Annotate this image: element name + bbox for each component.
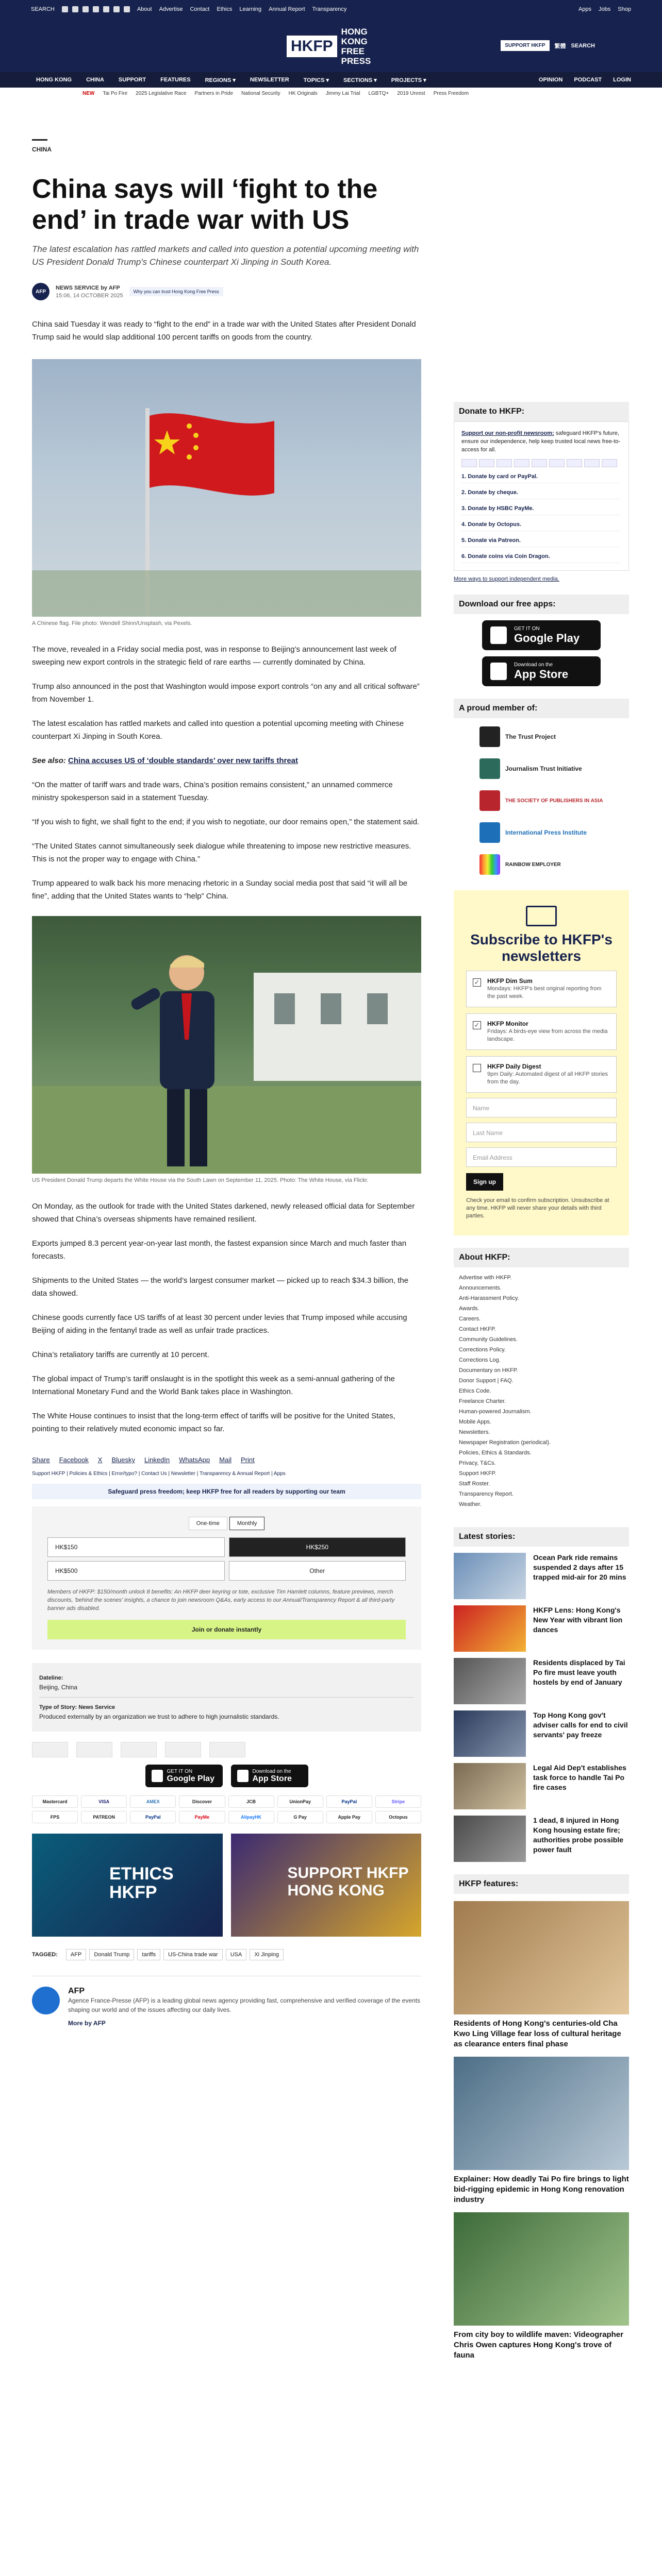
trust-project-icon xyxy=(479,726,500,747)
language-switch[interactable]: 繁體 xyxy=(554,43,566,49)
sidebar-heading: Download our free apps: xyxy=(454,595,629,614)
story-type-label: Type of Story: News Service xyxy=(39,1704,115,1710)
story-thumbnail[interactable] xyxy=(454,1710,526,1757)
donation-widget xyxy=(32,1506,421,1650)
about-link[interactable]: Policies, Ethics & Standards. xyxy=(459,1450,532,1456)
as-label: App Store xyxy=(514,667,569,681)
email-field[interactable]: Email Address xyxy=(466,1147,617,1167)
author-box xyxy=(32,1976,421,2028)
paragraph: Trump also announced in the post that Washington would impose export controls “on any and all critical software” from November 1. xyxy=(32,682,420,704)
byline xyxy=(32,283,421,300)
x-icon[interactable] xyxy=(72,6,78,12)
amount-option[interactable]: HK$150 xyxy=(47,1537,225,1557)
facebook-icon[interactable] xyxy=(62,6,68,12)
paragraph: The move, revealed in a Friday social media post, was in response to Beijing’s announcement last week of sweeping new export controls in the strategic field of rare earths — currently dominated by China. xyxy=(32,645,396,667)
author-avatar[interactable]: AFP xyxy=(32,283,49,300)
about-link[interactable]: Corrections Log. xyxy=(459,1357,501,1363)
about-link[interactable]: Documentary on HKFP. xyxy=(459,1367,518,1374)
article xyxy=(32,139,421,2028)
payment-icon: UnionPay xyxy=(277,1795,323,1808)
gp-label: Google Play xyxy=(167,1774,214,1783)
paragraph: “The United States cannot simultaneously seek dialogue while threatening to impose new restrictive measures. This is not the proper way to engage with China.” xyxy=(32,842,411,863)
trump-photo xyxy=(32,916,421,1174)
trending-nav xyxy=(0,88,662,99)
nl-name: HKFP Daily Digest xyxy=(487,1063,541,1070)
press-freedom-banner[interactable]: Safeguard press freedom; keep HKFP free for all readers by supporting our team xyxy=(32,1484,421,1499)
donate-intro xyxy=(461,429,621,454)
photo-caption: A Chinese flag. File photo: Wendell Shinn/Unsplash, via Pexels. xyxy=(32,620,192,626)
topbar-link-shop[interactable]: Shop xyxy=(618,6,631,12)
as-small: Download on the xyxy=(514,662,553,668)
nl-desc: Mondays: HKFP's best original reporting from the past week. xyxy=(487,986,602,999)
payment-icon: PayMe xyxy=(179,1811,225,1823)
trending-link[interactable]: 2025 Legislative Race xyxy=(136,91,187,96)
ethics-sub: HKFP xyxy=(109,1883,157,1902)
logo-line2: FREE PRESS xyxy=(341,46,371,66)
sopa-logo[interactable] xyxy=(121,1742,157,1757)
tag[interactable]: Donald Trump xyxy=(89,1949,134,1960)
signup-button[interactable]: Sign up xyxy=(466,1173,503,1191)
app-buttons xyxy=(32,1765,421,1787)
topbar-link-ethics[interactable]: Ethics xyxy=(217,6,233,12)
amount-option-other[interactable]: Other xyxy=(229,1561,406,1581)
trust-project-logo[interactable] xyxy=(32,1742,68,1757)
paragraph: On Monday, as the outlook for trade with the United States darkened, newly released official data for September showed that China’s overseas shipments have remained resilient. xyxy=(32,1202,415,1224)
story-thumbnail[interactable] xyxy=(454,1605,526,1652)
latest-story[interactable] xyxy=(454,1553,629,1599)
sidebar xyxy=(454,402,629,2361)
paragraph: Trump appeared to walk back his more menacing rhetoric in a Sunday social media post that said “it will all be fine”, adding that the United States wants to “help” China. xyxy=(32,879,408,901)
about-link[interactable]: Advertise with HKFP. xyxy=(459,1275,512,1281)
about-link[interactable]: Mobile Apps. xyxy=(459,1419,491,1425)
nav-projects[interactable]: PROJECTS ▾ xyxy=(391,77,426,83)
latest-story[interactable] xyxy=(454,1763,629,1809)
feature-image[interactable] xyxy=(454,2212,629,2326)
share-mail-button[interactable]: Mail xyxy=(219,1456,231,1464)
logo-line1: HONG KONG xyxy=(341,27,368,46)
mail-icon[interactable] xyxy=(124,6,130,12)
author-box-bio: Agence France-Presse (AFP) is a leading global news agency providing fast, comprehensive and verified coverage of the events shaping our world and of the issues affecting our daily lives. xyxy=(68,1997,421,2013)
author-box-name[interactable]: AFP xyxy=(68,1987,85,1995)
gp-label: Google Play xyxy=(514,631,580,645)
support-title: SUPPORT HKFP xyxy=(287,1865,409,1882)
donate-intro-text: safeguard HKFP's future, ensure our independence, help keep trusted local news free-to-access for all. xyxy=(461,430,621,453)
nav-features[interactable]: FEATURES xyxy=(160,77,191,83)
rainbow-icon xyxy=(479,854,500,875)
nav-opinion[interactable]: OPINION xyxy=(538,77,563,83)
story-thumbnail[interactable] xyxy=(454,1658,526,1704)
about-list xyxy=(454,1267,629,1515)
ethics-banner[interactable] xyxy=(32,1834,223,1937)
latest-stories xyxy=(454,1527,629,1862)
story-headline[interactable]: Top Hong Kong gov't adviser calls for end to civil servants' pay freeze xyxy=(533,1711,628,1739)
about-link[interactable]: Newspaper Registration (periodical). xyxy=(459,1439,551,1446)
payment-icon: Discover xyxy=(179,1795,225,1808)
story-thumbnail[interactable] xyxy=(454,1763,526,1809)
china-flag-photo xyxy=(32,359,421,617)
latest-story[interactable] xyxy=(454,1816,629,1862)
nl-name: HKFP Dim Sum xyxy=(487,977,533,985)
newsletter-option[interactable] xyxy=(466,1056,617,1093)
sidebar-app-store-button[interactable] xyxy=(482,656,601,686)
gp-small: GET IT ON xyxy=(167,1768,193,1774)
payment-icon: Octopus xyxy=(375,1811,421,1823)
new-badge: NEW xyxy=(82,91,95,96)
about-link[interactable]: Freelance Charter. xyxy=(459,1398,506,1404)
amount-option-selected[interactable]: HK$250 xyxy=(229,1537,406,1557)
share-bluesky-button[interactable]: Bluesky xyxy=(111,1456,135,1464)
linkedin-icon[interactable] xyxy=(113,6,120,12)
story-thumbnail[interactable] xyxy=(454,1553,526,1599)
search-link[interactable]: SEARCH xyxy=(31,6,55,12)
sidebar-google-play-button[interactable] xyxy=(482,620,601,650)
envelope-icon xyxy=(526,906,557,926)
monthly-option[interactable]: Monthly xyxy=(229,1517,265,1530)
gp-small: GET IT ON xyxy=(514,625,540,632)
share-label[interactable]: Share xyxy=(32,1456,50,1464)
story-headline[interactable]: Residents displaced by Tai Po fire must leave youth hostels by end of January xyxy=(533,1658,625,1686)
member-name: RAINBOW EMPLOYER xyxy=(505,861,561,868)
feature-image[interactable] xyxy=(454,2057,629,2170)
nl-desc: Fridays: A birds-eye view from across the media landscape. xyxy=(487,1028,608,1042)
nav-regions[interactable]: REGIONS ▾ xyxy=(205,77,236,83)
nav-newsletter[interactable]: NEWSLETTER xyxy=(250,77,289,83)
sidebar-heading: A proud member of: xyxy=(454,699,629,718)
topbar-link-jobs[interactable]: Jobs xyxy=(599,6,611,12)
member-name: International Press Institute xyxy=(505,829,587,836)
latest-story[interactable] xyxy=(454,1710,629,1757)
newsletter-option[interactable] xyxy=(466,971,617,1007)
payment-icon: JCB xyxy=(228,1795,274,1808)
donate-option-card[interactable]: 1. Donate by card or PayPal. xyxy=(461,470,621,483)
sidebar-heading: Latest stories: xyxy=(454,1527,629,1547)
more-ways-link[interactable]: More ways to support independent media. xyxy=(454,576,559,582)
social-icons xyxy=(62,6,130,12)
about-link[interactable]: Transparency Report. xyxy=(459,1491,514,1497)
about-link[interactable]: Privacy, T&Cs. xyxy=(459,1460,496,1466)
sidebar-heading: About HKFP: xyxy=(454,1248,629,1267)
paragraph: Exports jumped 8.3 percent year-on-year last month, the fastest expansion since March and much faster than forecasts. xyxy=(32,1239,407,1261)
see-also-label: See also: xyxy=(32,756,66,765)
member-trust-project[interactable] xyxy=(479,723,629,750)
donate-option-patreon[interactable]: 5. Donate via Patreon. xyxy=(461,534,621,547)
topbar-link-learning[interactable]: Learning xyxy=(239,6,262,12)
sidebar-heading: Donate to HKFP: xyxy=(454,402,629,421)
author-box-avatar[interactable] xyxy=(32,1987,60,2014)
story-headline[interactable]: Legal Aid Dep't establishes task force to handle Tai Po fire cases xyxy=(533,1764,626,1791)
nav-support[interactable]: SUPPORT xyxy=(118,77,146,83)
paragraph: Shipments to the United States — the world’s largest consumer market — picked up to reach $34.3 billion, the data showed. xyxy=(32,1276,409,1298)
payment-icon: PayPal xyxy=(130,1811,176,1823)
top-utility-bar xyxy=(0,0,662,21)
about-link[interactable]: Staff Roster. xyxy=(459,1481,490,1487)
trending-link[interactable]: 2019 Unrest xyxy=(397,91,425,96)
google-play-icon xyxy=(490,626,507,644)
share-print-button[interactable]: Print xyxy=(240,1456,255,1464)
payment-methods xyxy=(32,1795,421,1823)
trump-illustration xyxy=(32,916,421,1174)
frequency-toggle xyxy=(47,1517,406,1530)
article-title: China says will ‘fight to the end’ in trade war with US xyxy=(32,174,378,235)
paypal-icon xyxy=(549,459,565,467)
support-banner[interactable] xyxy=(231,1834,422,1937)
nav-podcast[interactable]: PODCAST xyxy=(574,77,602,83)
newsletter-signup xyxy=(454,890,629,1235)
app-store-button[interactable] xyxy=(231,1765,308,1787)
google-play-button[interactable] xyxy=(145,1765,223,1787)
donate-widget xyxy=(454,402,629,582)
trending-link[interactable]: Tai Po Fire xyxy=(103,91,128,96)
amex-icon xyxy=(496,459,512,467)
sidebar-apps xyxy=(454,595,629,686)
paragraph: “On the matter of tariff wars and trade wars, China’s position remains consistent,” an unnamed commerce ministry spokesperson said in a statement Tuesday. xyxy=(32,781,393,802)
feature-headline[interactable]: Explainer: How deadly Tai Po fire brings to light bid-rigging epidemic in Hong Kong renovation industry xyxy=(454,2175,629,2204)
last-name-field[interactable]: Last Name xyxy=(466,1123,617,1142)
amount-options xyxy=(47,1537,406,1581)
feature-headline[interactable]: Residents of Hong Kong's centuries-old Cha Kwo Ling Village fear loss of cultural heritage as clearance enters final phase xyxy=(454,2019,621,2048)
about-link[interactable]: Awards. xyxy=(459,1306,479,1312)
publish-date: 15:06, 14 OCTOBER 2025 xyxy=(56,292,123,299)
payment-icon: Apple Pay xyxy=(326,1811,372,1823)
feature-image[interactable] xyxy=(454,1901,629,2014)
membership-benefits: Members of HKFP: $150/month unlock 8 benefits: An HKFP deer keyring or tote, exclusive Tim Hamlett columns, feature previews, merch discounts, 'behind the scenes' insights, a chance to join newsroom Q&As, early access to our Annual/Transparency Report & all third-party banner ads disabled. xyxy=(47,1589,395,1612)
trust-link[interactable]: Why you can trust Hong Kong Free Press xyxy=(129,287,223,296)
donate-option-coins[interactable]: 6. Donate coins via Coin Dragon. xyxy=(461,550,621,563)
more-by-author-link[interactable]: More by AFP xyxy=(68,2020,106,2027)
instagram-icon[interactable] xyxy=(82,6,89,12)
payment-icon: AlipayHK xyxy=(228,1811,274,1823)
nav-topics[interactable]: TOPICS ▾ xyxy=(303,77,329,83)
trending-link[interactable]: LGBTQ+ xyxy=(368,91,389,96)
feature-item[interactable] xyxy=(454,2057,629,2205)
tag[interactable]: AFP xyxy=(66,1949,86,1960)
about-hkfp xyxy=(454,1248,629,1515)
member-ipi[interactable] xyxy=(479,819,629,846)
google-play-icon xyxy=(152,1770,163,1782)
flag-illustration xyxy=(32,359,421,617)
as-label: App Store xyxy=(252,1774,292,1783)
tag[interactable]: tariffs xyxy=(137,1949,160,1960)
payment-icon: Stripe xyxy=(375,1795,421,1808)
trust-logos xyxy=(32,1742,421,1757)
visa-icon xyxy=(479,459,494,467)
about-link[interactable]: Corrections Policy. xyxy=(459,1347,506,1353)
payment-icon: AMEX xyxy=(130,1795,176,1808)
story-type-value: Produced externally by an organization we trust to adhere to high journalistic standards. xyxy=(39,1713,279,1720)
see-also xyxy=(32,754,421,767)
youtube-icon[interactable] xyxy=(103,6,109,12)
donate-option-octopus[interactable]: 4. Donate by Octopus. xyxy=(461,518,621,531)
checkbox[interactable]: ✓ xyxy=(473,1021,481,1029)
topbar-link-contact[interactable]: Contact xyxy=(190,6,210,12)
fps-icon xyxy=(602,459,617,467)
payment-icon: Mastercard xyxy=(32,1795,78,1808)
paragraph: Chinese goods currently face US tariffs of at least 30 percent under levies that Trump imposed while accusing Beijing of aiding in the fentanyl trade as well as unfair trade practices. xyxy=(32,1313,407,1335)
paragraph: The White House continues to insist that the long-term effect of tariffs will be positive for the United States, pointing to their relatively muted economic impact so far. xyxy=(32,1412,395,1433)
paragraph: The latest escalation has rattled markets and called into question a potential upcoming meeting with Chinese counterpart Xi Jinping in South Korea. xyxy=(32,719,404,741)
topbar-link-annual-report[interactable]: Annual Report xyxy=(269,6,305,12)
apple-icon xyxy=(237,1770,249,1782)
about-link[interactable]: Contact HKFP. xyxy=(459,1326,496,1332)
about-link[interactable]: Announcements. xyxy=(459,1285,502,1291)
newsletter-title: Subscribe to HKFP's newsletters xyxy=(470,931,613,964)
share-whatsapp-button[interactable]: WhatsApp xyxy=(179,1456,210,1464)
topbar-link-apps[interactable]: Apps xyxy=(578,6,592,12)
checkbox[interactable]: ✓ xyxy=(473,978,481,987)
member-sopa[interactable] xyxy=(479,787,629,814)
rainbow-employer-logo[interactable] xyxy=(209,1742,245,1757)
see-also-link[interactable]: China accuses US of ‘double standards’ over new tariffs threat xyxy=(68,756,298,765)
story-headline[interactable]: Ocean Park ride remains suspended 2 days after 15 trapped mid-air for 20 mins xyxy=(533,1553,626,1581)
first-name-field[interactable]: Name xyxy=(466,1098,617,1117)
promo-banners xyxy=(32,1834,421,1937)
non-profit-link[interactable]: Support our non-profit newsroom: xyxy=(461,430,554,436)
share-bar xyxy=(32,1456,421,1464)
kicker-label[interactable]: CHINA xyxy=(32,146,52,153)
nav-sections[interactable]: SECTIONS ▾ xyxy=(343,77,377,83)
amount-option[interactable]: HK$500 xyxy=(47,1561,225,1581)
story-meta xyxy=(32,1663,421,1732)
payment-icon: G Pay xyxy=(277,1811,323,1823)
share-facebook-button[interactable]: Facebook xyxy=(59,1456,89,1464)
main-nav xyxy=(0,72,662,88)
topbar-link-about[interactable]: About xyxy=(137,6,152,12)
about-link[interactable]: Human-powered Journalism. xyxy=(459,1409,532,1415)
about-link[interactable]: Weather. xyxy=(459,1501,482,1507)
support-hkfp-button[interactable]: SUPPORT HKFP xyxy=(501,40,549,51)
about-link[interactable]: Careers. xyxy=(459,1316,481,1322)
mastercard-icon xyxy=(461,459,477,467)
tags-label: TAGGED: xyxy=(32,1952,58,1958)
header-actions xyxy=(501,40,595,51)
trending-link[interactable]: HK Originals xyxy=(288,91,318,96)
nav-hong-kong[interactable]: HONG KONG xyxy=(36,77,72,83)
sidebar-heading: HKFP features: xyxy=(454,1874,629,1894)
share-linkedin-button[interactable]: LinkedIn xyxy=(144,1456,170,1464)
member-rainbow[interactable] xyxy=(479,851,629,878)
paragraph: China said Tuesday it was ready to “fight to the end” in a trade war with the United States after President Donald Trump said he would slap additional 100 percent tariffs on goods from the country. xyxy=(32,320,416,342)
topbar-link-advertise[interactable]: Advertise xyxy=(159,6,183,12)
header-search[interactable]: SEARCH xyxy=(571,42,595,49)
article-kicker[interactable] xyxy=(32,139,52,153)
support-links[interactable]: Support HKFP | Policies & Ethics | Error/typo? | Contact Us | Newsletter | Transparency & Annual Report | Apps xyxy=(32,1471,286,1477)
story-headline[interactable]: 1 dead, 8 injured in Hong Kong housing estate fire; authorities probe possible power fault xyxy=(533,1816,624,1854)
apple-icon xyxy=(490,663,507,680)
payment-icon: FPS xyxy=(32,1811,78,1823)
support-sub: HONG KONG xyxy=(287,1882,385,1899)
feature-item[interactable] xyxy=(454,1901,629,2049)
author-name[interactable]: NEWS SERVICE by AFP xyxy=(56,284,120,291)
dateline-value: Beijing, China xyxy=(39,1684,78,1691)
tag[interactable]: Xi Jinping xyxy=(250,1949,284,1960)
paragraph: China’s retaliatory tariffs are currently at 10 percent. xyxy=(32,1350,209,1359)
tags xyxy=(32,1949,421,1960)
ethics-title: ETHICS xyxy=(109,1864,174,1884)
newsletter-note: Check your email to confirm subscription. Unsubscribe at any time. HKFP will never share your details with third parties. xyxy=(466,1197,609,1219)
member-name: THE SOCIETY OF PUBLISHERS IN ASIA xyxy=(505,798,603,804)
one-time-option[interactable]: One-time xyxy=(189,1517,227,1530)
tag[interactable]: US-China trade war xyxy=(163,1949,223,1960)
story-thumbnail[interactable] xyxy=(454,1816,526,1862)
trending-link[interactable]: National Security xyxy=(241,91,280,96)
member-orgs xyxy=(454,699,629,878)
trending-link[interactable]: Jimmy Lai Trial xyxy=(325,91,360,96)
nav-china[interactable]: CHINA xyxy=(86,77,104,83)
trending-link[interactable]: Partners in Pride xyxy=(194,91,234,96)
nl-name: HKFP Monitor xyxy=(487,1020,528,1027)
dateline-label: Dateline: xyxy=(39,1675,63,1681)
topbar-link-transparency[interactable]: Transparency xyxy=(312,6,347,12)
join-donate-button[interactable]: Join or donate instantly xyxy=(47,1620,406,1639)
ipi-logo[interactable] xyxy=(165,1742,201,1757)
donate-option-payme[interactable]: 3. Donate by HSBC PayMe. xyxy=(461,502,621,515)
checkbox[interactable] xyxy=(473,1064,481,1072)
threads-icon[interactable] xyxy=(93,6,99,12)
feature-headline[interactable]: From city boy to wildlife maven: Videographer Chris Owen captures Hong Kong's trove of fauna xyxy=(454,2330,623,2360)
as-small: Download on the xyxy=(252,1768,291,1774)
applepay-icon xyxy=(584,459,600,467)
member-jti[interactable] xyxy=(479,755,629,782)
newsletter-option[interactable] xyxy=(466,1013,617,1050)
paragraph: “If you wish to fight, we shall fight to the end; if you wish to negotiate, our door remains open,” the statement said. xyxy=(32,818,420,826)
nl-desc: 9pm Daily: Automated digest of all HKFP stories from the day. xyxy=(487,1071,608,1085)
logo-mark: HKFP xyxy=(287,36,337,57)
sopa-icon xyxy=(479,790,500,811)
jti-logo[interactable] xyxy=(76,1742,112,1757)
article-lede: The latest escalation has rattled markets and called into question a potential upcoming meeting with US President Donald Trump's Chinese counterpart Xi Jinping in South Korea. xyxy=(32,244,419,267)
latest-story[interactable] xyxy=(454,1605,629,1652)
about-link[interactable]: Newsletters. xyxy=(459,1429,490,1435)
jcb-icon xyxy=(514,459,529,467)
paragraph: The global impact of Trump’s tariff onslaught is in the spotlight this week as a semi-annual gathering of the International Monetary Fund and the World Bank takes place in Washington. xyxy=(32,1375,395,1396)
unionpay-icon xyxy=(532,459,547,467)
payment-icon: VISA xyxy=(81,1795,127,1808)
about-link[interactable]: Anti-Harassment Policy. xyxy=(459,1295,519,1301)
photo-caption: US President Donald Trump departs the White House via the South Lawn on September 11, 2025. Photo: The White House, via Flickr. xyxy=(32,1177,369,1183)
card-icons xyxy=(461,459,621,467)
trending-link[interactable]: Press Freedom xyxy=(433,91,469,96)
jti-icon xyxy=(479,758,500,779)
gpay-icon xyxy=(567,459,582,467)
tag[interactable]: USA xyxy=(226,1949,247,1960)
latest-story[interactable] xyxy=(454,1658,629,1704)
about-link[interactable]: Community Guidelines. xyxy=(459,1336,518,1343)
payment-icon: PayPal xyxy=(326,1795,372,1808)
story-headline[interactable]: HKFP Lens: Hong Kong's New Year with vibrant lion dances xyxy=(533,1606,623,1634)
ipi-icon xyxy=(479,822,500,843)
member-name: Journalism Trust Initiative xyxy=(505,765,582,772)
payment-icon: PATREON xyxy=(81,1811,127,1823)
nav-login[interactable]: LOGIN xyxy=(613,77,631,83)
hkfp-features xyxy=(454,1874,629,2361)
about-link[interactable]: Donor Support | FAQ. xyxy=(459,1378,514,1384)
feature-item[interactable] xyxy=(454,2212,629,2361)
share-x-button[interactable]: X xyxy=(97,1456,103,1464)
site-logo[interactable] xyxy=(287,21,377,72)
member-name: The Trust Project xyxy=(505,733,556,740)
donate-option-cheque[interactable]: 2. Donate by cheque. xyxy=(461,486,621,499)
about-link[interactable]: Support HKFP. xyxy=(459,1470,496,1477)
about-link[interactable]: Ethics Code. xyxy=(459,1388,491,1394)
